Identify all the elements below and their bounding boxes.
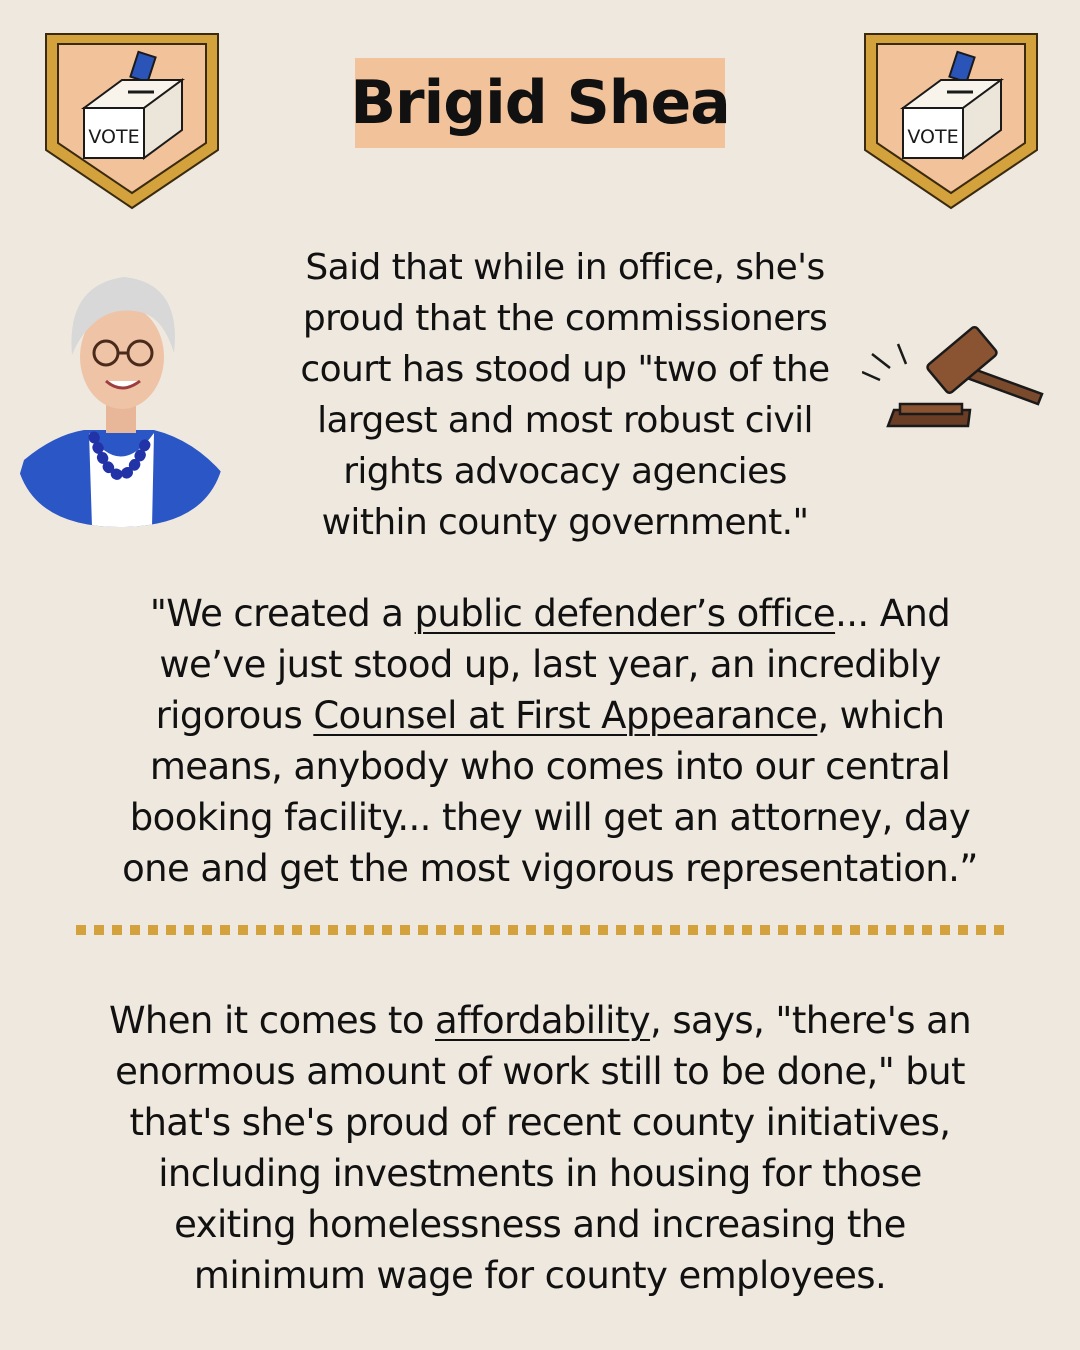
ballot-box-badge-right [861,30,1041,212]
quote-line: means, anybody who comes into our central [149,745,951,788]
intro-line: proud that the commissioners [302,298,828,339]
intro-line: largest and most robust civil [317,400,813,441]
affordability-line: minimum wage for county employees. [193,1254,887,1297]
affordability-text: , says, "there's an [650,999,972,1042]
affordability-line: that's she's proud of recent county initiatives, [129,1101,951,1144]
affordability-line: exiting homelessness and increasing the [174,1203,906,1246]
intro-line: court has stood up "two of the [300,349,830,390]
quote-text: rigorous [155,694,314,737]
affordability-text: When it comes to [108,999,436,1042]
public-defender-link[interactable]: public defender’s office [414,592,836,635]
quote-text: , which [817,694,945,737]
quote-line: we’ve just stood up, last year, an incredibly [159,643,941,686]
gavel-icon [862,318,1048,442]
affordability-line: enormous amount of work still to be done," but [115,1050,965,1093]
intro-line: Said that while in office, she's [305,247,825,288]
page-title: Brigid Shea [350,68,730,138]
affordability-paragraph [60,995,1020,1301]
title-highlight [350,58,730,148]
quote-text: "We created a [149,592,415,635]
intro-line: rights advocacy agencies [343,451,787,492]
affordability-line: including investments in housing for those [158,1152,922,1195]
quote-line: booking facility... they will get an attorney, day [129,796,971,839]
intro-line: within county government." [321,502,809,543]
portrait-image [14,265,226,527]
counsel-first-appearance-link[interactable]: Counsel at First Appearance [313,694,818,737]
affordability-link[interactable]: affordability [435,999,651,1042]
quote-paragraph [70,588,1030,894]
quote-line-3 [70,690,1030,741]
dotted-divider [76,925,1006,935]
vote-label-right: VOTE [907,126,959,148]
affordability-line-1 [60,995,1020,1046]
intro-paragraph [245,242,885,548]
quote-line-1 [70,588,1030,639]
quote-line: one and get the most vigorous representation.” [122,847,978,890]
quote-text: ... And [835,592,951,635]
ballot-box-badge-left [42,30,222,212]
vote-label-left: VOTE [88,126,140,148]
